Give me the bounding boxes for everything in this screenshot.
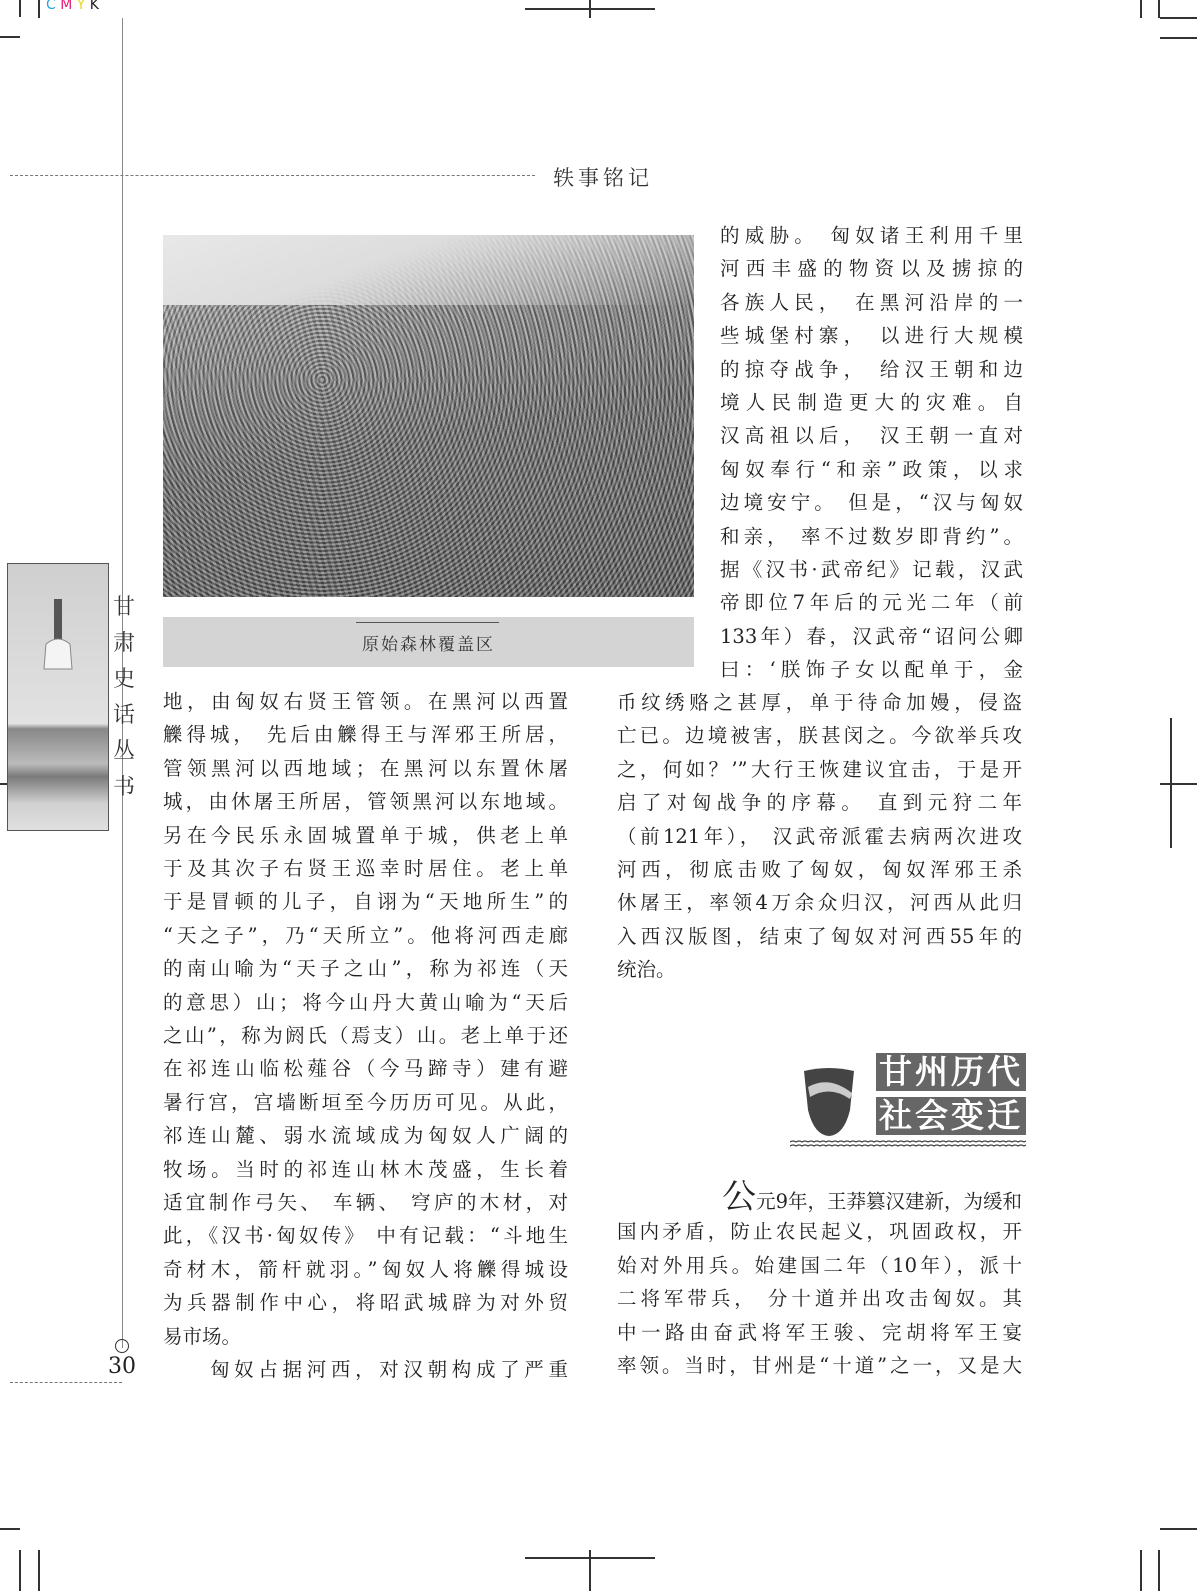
cmyk-k: K: [89, 0, 99, 13]
series-char: 丛: [112, 739, 135, 764]
series-char: 甘: [112, 595, 135, 620]
crop-mark: [38, 0, 40, 18]
text-line: 国内矛盾，防止农民起义，巩固政权，开: [617, 1220, 1022, 1243]
text-line: 的南山喻为“天子之山”，称为祁连（天: [163, 957, 568, 981]
text-line: 管领黑河以西地域；在黑河以东置休屠: [163, 756, 568, 780]
cmyk-marks: [46, 0, 99, 13]
section-heading-line: 社会变迁: [876, 1097, 1026, 1135]
text-line: 之，何如？’”大行王恢建议宜击，于是开: [617, 757, 1022, 781]
crop-mark: [0, 1528, 20, 1530]
figure-caption-box: [163, 617, 694, 667]
crop-mark: [589, 1550, 591, 1591]
text-line: 匈奴占据河西，对汉朝构成了严重: [210, 1358, 568, 1381]
text-line: 之山”，称为阏氏（焉支）山。老上单于还: [163, 1024, 568, 1047]
text-line: 各族人民， 在黑河沿岸的一: [720, 290, 1023, 314]
forest-photo: [163, 235, 694, 597]
page-number: 30: [108, 1354, 136, 1379]
text-line: 率领。当时，甘州是“十道”之一，又是大: [617, 1354, 1022, 1377]
text-line: 的意思）山；将今山丹大黄山喻为“天后: [163, 990, 568, 1014]
header-dashed-rule: [10, 175, 535, 176]
text-line: 为兵器制作中心，将昭武城辟为对外贸: [163, 1291, 568, 1315]
text-line: 启了对匈战争的序幕。 直到元狩二年: [617, 791, 1022, 815]
section-title: 轶事铭记: [553, 166, 653, 190]
text-line: 币纹绣赂之甚厚，单于待命加嫚，侵盗: [617, 691, 1022, 714]
text-line: 亡已。边境被害，朕甚闵之。今欲举兵攻: [617, 724, 1022, 748]
text-line: 牧场。当时的祁连山林木茂盛，生长着: [163, 1157, 568, 1181]
text-line: 地，由匈奴右贤王管领。在黑河以西置: [163, 690, 568, 713]
text-line: 边境安宁。 但是，“汉与匈奴: [720, 491, 1023, 515]
text-line: 奇材木，箭杆就羽。”匈奴人将觻得城设: [163, 1257, 568, 1281]
crop-mark: [1140, 1550, 1142, 1591]
text-line: 元9年，王莽篡汉建新，为缓和: [756, 1190, 1022, 1213]
crop-mark: [1158, 1550, 1160, 1591]
text-line: 城，由休屠王所居，管领黑河以东地域。: [163, 790, 568, 814]
crop-mark: [1140, 0, 1142, 18]
section-heading-line: 甘州历代: [876, 1053, 1026, 1091]
pottery-jar-icon: [800, 1065, 858, 1137]
text-line: 始对外用兵。始建国二年（10年），派十: [617, 1253, 1022, 1277]
series-char: 书: [112, 775, 135, 800]
series-title: [110, 590, 138, 806]
text-line: 帝即位7年后的元光二年（前: [720, 591, 1023, 615]
text-line: 统治。: [617, 958, 676, 982]
drop-cap: 公: [722, 1180, 757, 1214]
crop-mark: [1160, 783, 1197, 785]
text-line: 休屠王，率领4万余众归汉，河西从此归: [617, 891, 1022, 915]
cmyk-m: M: [60, 0, 73, 13]
crop-mark: [38, 1550, 40, 1591]
text-line: 易市场。: [163, 1324, 242, 1348]
crop-mark: [1160, 1528, 1197, 1530]
cmyk-c: C: [46, 0, 56, 13]
crop-mark: [0, 36, 20, 38]
series-char: 史: [112, 667, 135, 692]
wave-divider: [790, 1140, 1026, 1148]
text-line: 另在今民乐永固城置单于城，供老上单: [163, 823, 568, 847]
section-first-line: [617, 1180, 1022, 1214]
text-line: 河西，彻底击败了匈奴，匈奴浑邪王杀: [617, 858, 1022, 881]
text-line: 暑行宫，宫墙断垣至今历历可见。从此，: [163, 1090, 568, 1114]
text-line: 133年）春，汉武帝“诏问公卿: [720, 624, 1023, 648]
text-line: （前121年）， 汉武帝派霍去病两次进攻: [617, 824, 1022, 848]
text-line: “天之子”，乃“天所立”。他将河西走廊: [163, 923, 568, 947]
crop-mark: [1158, 0, 1160, 18]
text-line: 觻得城， 先后由觻得王与浑邪王所居，: [163, 723, 568, 747]
text-line: 于及其次子右贤王巡幸时居住。老上单: [163, 857, 568, 880]
text-line: 曰：‘朕饰子女以配单于，金: [720, 658, 1023, 682]
text-line: 匈奴奉行“和亲”政策，以求: [720, 457, 1023, 481]
crop-mark: [19, 1550, 21, 1591]
figure-caption: 原始森林覆盖区: [362, 635, 495, 655]
text-line: 河西丰盛的物资以及掳掠的: [720, 257, 1023, 281]
crop-mark: [589, 0, 591, 18]
page-number-ornament: [115, 1339, 129, 1353]
text-line: 和亲， 率不过数岁即背约”。: [720, 524, 1023, 548]
text-line: 据《汉书·武帝纪》记载，汉武: [720, 558, 1023, 581]
text-line: 汉高祖以后， 汉王朝一直对: [720, 424, 1023, 448]
pagoda-photo: [7, 563, 109, 831]
text-line: 境人民制造更大的灾难。自: [720, 391, 1023, 414]
text-line: 此，《汉书·匈奴传》 中有记载：“斗地生: [163, 1224, 568, 1248]
crop-mark: [1160, 17, 1197, 19]
footer-dashed-rule: [10, 1382, 122, 1383]
text-line: 些城堡村寨， 以进行大规模: [720, 324, 1023, 348]
text-line: 的掠夺战争， 给汉王朝和边: [720, 357, 1023, 381]
text-line: 中一路由奋武将军王骏、完胡将军王宴: [617, 1320, 1022, 1344]
crop-mark: [19, 0, 21, 17]
text-line: 祁连山麓、弱水流域成为匈奴人广阔的: [163, 1124, 568, 1148]
pagoda-icon: [38, 594, 78, 694]
text-line: 适宜制作弓矢、 车辆、 穹庐的木材，对: [163, 1191, 568, 1214]
text-line: 于是冒顿的儿子，自诩为“天地所生”的: [163, 890, 568, 914]
section-heading-logo: [876, 1053, 1026, 1141]
text-line: 的威胁。 匈奴诸王利用千里: [720, 224, 1023, 247]
text-line: 入西汉版图，结束了匈奴对河西55年的: [617, 924, 1022, 948]
text-line: 在祁连山临松薤谷（今马蹄寺）建有避: [163, 1057, 568, 1081]
series-char: 肃: [112, 631, 135, 656]
series-char: 话: [112, 703, 135, 728]
crop-mark: [1160, 37, 1197, 39]
text-line: 二将军带兵， 分十道并出攻击匈奴。其: [617, 1287, 1022, 1310]
cmyk-y: Y: [76, 0, 86, 13]
